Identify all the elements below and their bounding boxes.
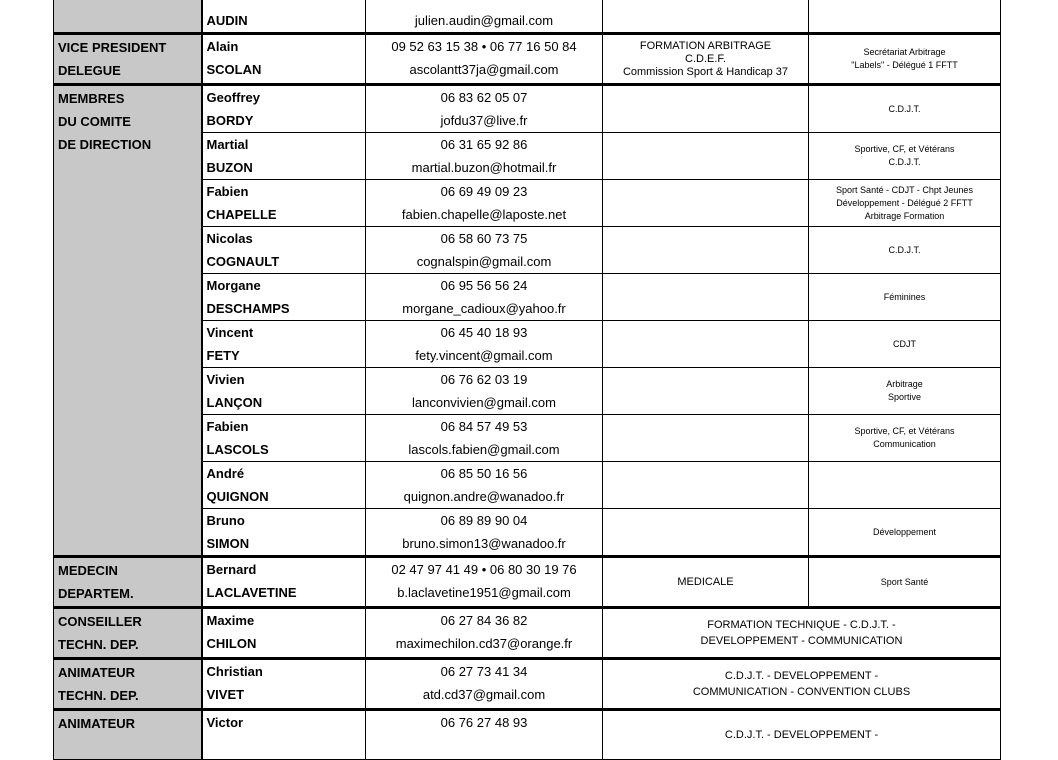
contact-cell: [366, 274, 603, 321]
function-line: C.D.J.T.: [888, 103, 921, 114]
phone: 06 58 60 73 75: [440, 231, 528, 246]
role-label: VICE PRESIDENT: [58, 40, 167, 55]
commission-cell: [603, 659, 1001, 710]
name-cell: [202, 710, 366, 760]
contact-cell: [366, 509, 603, 557]
email: fety.vincent@gmail.com: [415, 348, 553, 363]
email: morgane_cadioux@yahoo.fr: [402, 301, 566, 316]
contact-cell: [366, 557, 603, 608]
email: lascols.fabien@gmail.com: [408, 442, 560, 457]
function-line: CDJT: [893, 338, 916, 349]
last-name: FETY: [206, 348, 240, 363]
commission-cell: [603, 180, 809, 227]
role-cell: [54, 659, 202, 710]
function-line: "Labels" - Délégué 1 FFTT: [851, 60, 958, 70]
contact-cell: [366, 133, 603, 180]
function-line: Féminines: [883, 291, 926, 302]
role-label: DU COMITE: [58, 114, 131, 129]
first-name: Bruno: [206, 513, 245, 528]
role-cell: [54, 710, 202, 760]
email: ascolantt37ja@gmail.com: [409, 62, 559, 77]
role-label: DEPARTEM.: [58, 586, 134, 601]
email: julien.audin@gmail.com: [414, 13, 554, 28]
name-cell: [202, 227, 366, 274]
commission-line: C.D.J.T. - DEVELOPPEMENT -: [724, 670, 879, 682]
last-name: DESCHAMPS: [206, 301, 290, 316]
functions-cell: [809, 415, 1001, 462]
table-row-president: [54, 0, 1001, 34]
contact-cell: [366, 710, 603, 760]
commission-cell: [603, 85, 809, 133]
name-cell: [202, 509, 366, 557]
phone: 06 76 62 03 19: [440, 372, 528, 387]
role-cell: [54, 0, 202, 34]
commission-cell: [603, 368, 809, 415]
contact-cell: [366, 462, 603, 509]
commission-cell: [603, 415, 809, 462]
functions-cell: [809, 0, 1001, 34]
phone: 06 85 50 16 56: [440, 466, 528, 481]
phone: 06 27 73 41 34: [440, 664, 528, 679]
role-label: MEMBRES: [58, 91, 125, 106]
email: maximechilon.cd37@orange.fr: [395, 636, 573, 651]
role-label: MEDECIN: [58, 563, 118, 578]
commission-line: C.D.J.T. - DEVELOPPEMENT -: [724, 729, 879, 741]
function-line: Arbitrage: [886, 379, 923, 389]
role-cell: [54, 608, 202, 659]
name-cell: [202, 133, 366, 180]
name-cell: [202, 34, 366, 85]
phone: 02 47 97 41 49 • 06 80 30 19 76: [391, 562, 577, 577]
name-cell: [202, 462, 366, 509]
email: atd.cd37@gmail.com: [422, 687, 546, 702]
functions-cell: [809, 462, 1001, 509]
last-name: CHAPELLE: [206, 207, 277, 222]
functions-cell: [809, 509, 1001, 557]
function-line: Sport Santé - CDJT - Chpt Jeunes: [836, 184, 973, 195]
phone: 06 84 57 49 53: [440, 419, 528, 434]
email: quignon.andre@wanadoo.fr: [403, 489, 565, 504]
functions-cell: [809, 321, 1001, 368]
name-cell: [202, 557, 366, 608]
table-row-vice-president: [54, 34, 1001, 85]
contact-cell: [366, 85, 603, 133]
role-label: [58, 735, 197, 758]
commission-cell: [603, 274, 809, 321]
functions-cell: [809, 133, 1001, 180]
commission-cell: [603, 133, 809, 180]
commission-cell: [603, 710, 1001, 760]
commission-cell: MEDICALE: [603, 557, 809, 608]
last-name: LANÇON: [206, 395, 263, 410]
phone: 06 27 84 36 82: [440, 613, 528, 628]
function-line: Développement - Délégué 2 FFTT: [836, 197, 973, 208]
table-row-medecin: [54, 557, 1001, 608]
contact-cell: [366, 0, 603, 34]
phone: 06 83 62 05 07: [440, 90, 528, 105]
name-cell: [202, 608, 366, 659]
commission-cell: [603, 462, 809, 509]
phone: [366, 0, 602, 9]
contact-cell: [366, 608, 603, 659]
functions-cell: [809, 368, 1001, 415]
email: fabien.chapelle@laposte.net: [401, 207, 567, 222]
first-name: Fabien: [206, 184, 249, 199]
email: bruno.simon13@wanadoo.fr: [402, 536, 566, 551]
first-name: Nicolas: [206, 231, 253, 246]
role-label: ANIMATEUR: [58, 716, 136, 731]
name-cell: [202, 85, 366, 133]
commission-line: DEVELOPPEMENT - COMMUNICATION: [700, 635, 903, 647]
name-cell: [202, 321, 366, 368]
role-label: TECHN. DEP.: [58, 688, 139, 703]
role-label: DE DIRECTION: [58, 137, 152, 152]
name-cell: [202, 180, 366, 227]
function-line: Développement: [872, 526, 937, 537]
commission-line: C.D.E.F.: [685, 52, 726, 65]
phone: 06 69 49 09 23: [440, 184, 528, 199]
phone: 06 95 56 56 24: [440, 278, 528, 293]
name-cell: [202, 368, 366, 415]
last-name: SCOLAN: [206, 62, 262, 77]
commission-cell: [603, 321, 809, 368]
last-name: BUZON: [206, 160, 253, 175]
contact-cell: [366, 368, 603, 415]
name-cell: [202, 274, 366, 321]
first-name: Vincent: [206, 325, 254, 340]
functions-cell: [809, 180, 1001, 227]
role-label: TECHN. DEP.: [58, 637, 139, 652]
role-cell: [54, 557, 202, 608]
committee-directory: [53, 0, 1000, 760]
email: b.laclavetine1951@gmail.com: [397, 585, 571, 600]
table-row-animateur: [54, 710, 1001, 760]
functions-cell: Sport Santé: [809, 557, 1001, 608]
function-line: Sportive, CF, et Vétérans: [854, 144, 955, 154]
role-label: ANIMATEUR: [58, 665, 136, 680]
name-cell: [202, 659, 366, 710]
last-name: BORDY: [206, 113, 254, 128]
last-name: LASCOLS: [206, 442, 269, 457]
commission-line: FORMATION ARBITRAGE: [639, 39, 772, 52]
phone: 06 89 89 90 04: [440, 513, 528, 528]
directory-table: [53, 0, 1001, 760]
last-name: VIVET: [206, 687, 245, 702]
first-name: Geoffrey: [206, 90, 260, 105]
email: lanconvivien@gmail.com: [412, 395, 556, 410]
contact-cell: [366, 659, 603, 710]
table-row-conseiller: [54, 608, 1001, 659]
first-name: André: [206, 466, 245, 481]
first-name: Maxime: [206, 613, 255, 628]
contact-cell: [366, 415, 603, 462]
contact-cell: [366, 227, 603, 274]
function-line: Sportive, CF, et Vétérans: [854, 426, 955, 436]
phone: 09 52 63 15 38 • 06 77 16 50 84: [391, 39, 577, 54]
first-name: Martial: [206, 137, 249, 152]
first-name: Vivien: [206, 372, 245, 387]
contact-cell: [366, 34, 603, 85]
last-name: COGNAULT: [206, 254, 280, 269]
last-name: QUIGNON: [206, 489, 269, 504]
contact-cell: [366, 321, 603, 368]
function-line: Secrétariat Arbitrage: [863, 47, 946, 57]
first-name: Victor: [206, 715, 244, 730]
last-name: LACLAVETINE: [206, 585, 297, 600]
commission-cell: [603, 227, 809, 274]
name-cell: [202, 415, 366, 462]
last-name: SIMON: [206, 536, 250, 551]
functions-cell: [809, 274, 1001, 321]
first-name: Christian: [206, 664, 263, 679]
function-line: C.D.J.T.: [888, 157, 921, 167]
first-name: Fabien: [206, 419, 249, 434]
first-name: Morgane: [206, 278, 261, 293]
phone: 06 76 27 48 93: [440, 715, 528, 730]
role-label: CONSEILLER: [58, 614, 142, 629]
first-name: [207, 0, 362, 9]
email: jofdu37@live.fr: [440, 113, 528, 128]
email: martial.buzon@hotmail.fr: [411, 160, 557, 175]
commission-line: COMMUNICATION - CONVENTION CLUBS: [692, 686, 911, 698]
function-line: Sportive: [887, 392, 922, 402]
commission-line: FORMATION TECHNIQUE - C.D.J.T. -: [707, 619, 896, 631]
name-cell: [202, 0, 366, 34]
last-name: AUDIN: [206, 13, 248, 28]
commission-cell: [603, 34, 809, 85]
role-cell: [54, 34, 202, 85]
function-line: Communication: [873, 439, 936, 449]
commission-line: Commission Sport & Handicap 37: [622, 65, 789, 78]
commission-cell: [603, 608, 1001, 659]
phone: 06 31 65 92 86: [440, 137, 528, 152]
function-line: Arbitrage Formation: [864, 210, 945, 221]
function-line: C.D.J.T.: [888, 244, 921, 255]
functions-cell: [809, 227, 1001, 274]
last-name: CHILON: [206, 636, 257, 651]
table-row-animateur: [54, 659, 1001, 710]
table-row-member: [54, 85, 1001, 133]
role-cell: [54, 85, 202, 557]
contact-cell: [366, 180, 603, 227]
phone: 06 45 40 18 93: [440, 325, 528, 340]
role-label: DELEGUE: [58, 63, 121, 78]
first-name: Alain: [206, 39, 239, 54]
commission-cell: [603, 0, 809, 34]
last-name: [207, 734, 362, 757]
email: cognalspin@gmail.com: [416, 254, 552, 269]
first-name: Bernard: [206, 562, 257, 577]
functions-cell: [809, 85, 1001, 133]
functions-cell: [809, 34, 1001, 85]
commission-cell: [603, 509, 809, 557]
email: [366, 734, 602, 757]
